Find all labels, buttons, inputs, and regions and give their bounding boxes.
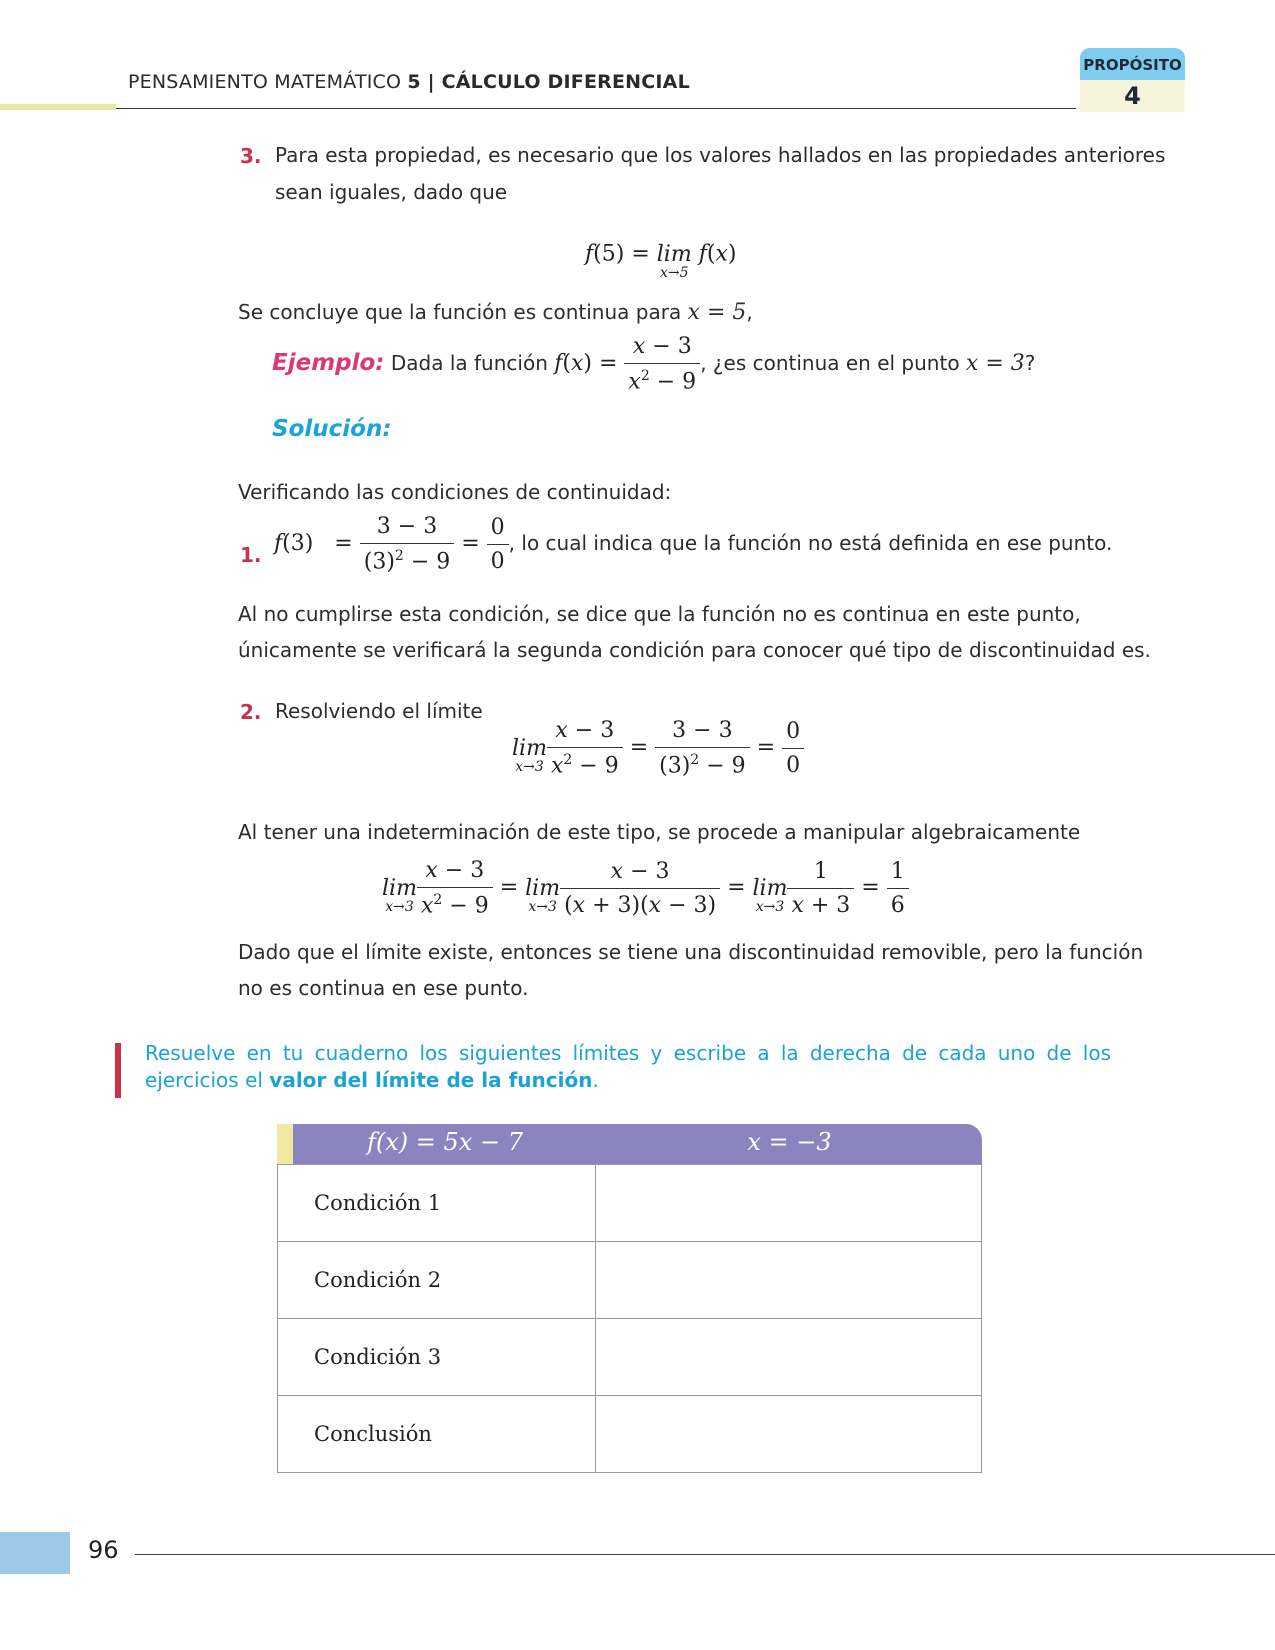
limit-equation-1: lim x→3 $\frac{x - 3}{x^2 - 9}$ = $\frac{3 - 3}{(3)^2 - 9}$ = $\frac{0}{0}$ [512, 718, 804, 778]
item-number-3: 3. [240, 144, 262, 168]
footer-accent-box [0, 1532, 70, 1574]
para1-line1: Al no cumplirse esta condición, se dice que la función no es continua en este punto, [238, 602, 1081, 626]
item2-text: Resolviendo el límite [275, 699, 483, 723]
table-row [278, 1319, 982, 1396]
item-number-1: 1. [240, 543, 262, 567]
table-header-point: x = −3 [747, 1128, 832, 1156]
header-accent-bar [0, 104, 116, 110]
table-row [278, 1242, 982, 1319]
table-row [278, 1165, 982, 1242]
limit-equation-2: lim x→3 $\frac{x - 3}{x^2 - 9}$ = lim x→3 $\frac{x - 3}{(x + 3)(x - 3)}$ = lim x→3 $\frac{1}{x + 3}$ = $\frac{1}{6}$ [382, 858, 909, 918]
row-label: Condición 1 [278, 1165, 596, 1242]
para1-line2: únicamente se verificará la segunda condición para conocer qué tipo de discontinuidad es. [238, 638, 1151, 662]
proposito-number: 4 [1080, 80, 1185, 112]
example-block [272, 334, 1035, 394]
para3-line1: Dado que el límite existe, entonces se tiene una discontinuidad removible, pero la función [238, 940, 1144, 964]
para2: Al tener una indeterminación de este tipo, se procede a manipular algebraicamente [238, 820, 1081, 844]
verify-text: Verificando las condiciones de continuidad: [238, 480, 672, 504]
proposito-badge [1080, 48, 1185, 112]
row-label: Conclusión [278, 1396, 596, 1473]
table-header [277, 1124, 982, 1164]
solution-label: Solución: [272, 416, 392, 442]
conclusion-line: Se concluye que la función es continua para x = 5, [238, 300, 753, 325]
table-body [277, 1164, 982, 1473]
equation-f5-limit: f(5) = lim x→5 f(x) [585, 241, 737, 281]
row-label: Condición 3 [278, 1319, 596, 1396]
page-number: 96 [88, 1536, 119, 1564]
item1-tail: , lo cual indica que la función no está definida en ese punto. [508, 531, 1113, 556]
proposito-label: PROPÓSITO [1080, 48, 1185, 80]
answer-cell [595, 1242, 981, 1319]
item3-line2: sean iguales, dado que [275, 180, 508, 204]
answer-cell [595, 1319, 981, 1396]
table-row [278, 1396, 982, 1473]
example-function: f(x) = $\frac{x - 3}{x^2 - 9}$ [554, 351, 700, 376]
footer-rule [135, 1554, 1275, 1555]
row-label: Condición 2 [278, 1242, 596, 1319]
exercise-table [277, 1124, 982, 1473]
item-number-2: 2. [240, 700, 262, 724]
para3-line2: no es continua en ese punto. [238, 976, 529, 1000]
item1-equation: f(3) = $\frac{3 - 3}{(3)^2 - 9}$ = $\frac{0}{0}$ , lo cual indica que la función no está definida en ese punto. [274, 514, 1113, 575]
example-question: , ¿es continua en el punto x = 3? [700, 351, 1036, 377]
example-text: Dada la función [384, 351, 555, 376]
answer-cell [595, 1165, 981, 1242]
example-label: Ejemplo: [272, 350, 385, 377]
item3-line1: Para esta propiedad, es necesario que los valores hallados en las propiedades anteriores [275, 143, 1166, 167]
header-rule [116, 108, 1076, 109]
running-header: PENSAMIENTO MATEMÁTICO 5 | CÁLCULO DIFERENCIAL [128, 71, 690, 93]
instruction-text: Resuelve en tu cuaderno los siguientes límites y escribe a la derecha de cada uno de los ejercicios el valor del límite de la función. [145, 1041, 1111, 1092]
table-header-function: f(x) = 5x − 7 [367, 1128, 523, 1156]
answer-cell [595, 1396, 981, 1473]
instruction-accent-bar [115, 1043, 121, 1098]
